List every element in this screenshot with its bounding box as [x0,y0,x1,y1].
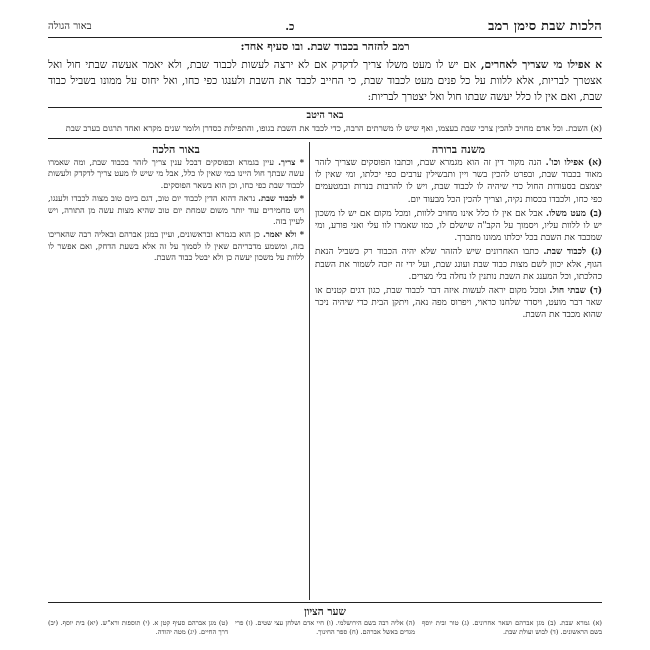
commentary-paragraph [48,193,304,227]
shaar-hatziyun-column: (ה) אליה רבה בשם הירושלמי. (ו) חיי אדם ושלחן עצי שטים. (ז) פרי מגדים באשל אברהם. (ח) ספר החינוך. [235,619,415,636]
commentary-paragraph [315,285,602,322]
biur-halacha-column [48,142,304,600]
beer-hagolah-label: באור הגולה [48,20,92,32]
commentary-paragraph [315,157,602,206]
column-divider [309,142,310,600]
commentary-paragraph [315,246,602,283]
dibur-hamatchil: (ב) מעט משלו. [546,208,602,219]
shaar-hatziyun-column: (ט) מגן אברהם סעיף קטן א. (י) תוספות ורא"ש. (יא) בית יוסף. (יב) דרך החיים. (יג) מטה יהודה. [48,619,228,636]
paragraph-text: כן הוא בגמרא ובראשונים, ועיין במגן אברהם ובאליה רבה שהאריכו בזה, ומשמע מדבריהם שאין לו לסמוך על זה אלא בשעת הדחק, ואם אפשר לו ללוות על משכון יעשה כן ולא יבטל כבוד השבת. [48,229,304,263]
mishnah-berurah-title: משנה ברורה [431,143,486,156]
dibur-hamatchil: (ג) לכבוד שבת. [543,247,602,258]
biur-halacha-body [48,157,304,264]
header-rule [48,37,602,38]
paragraph-text: הנה מקור דין זה הוא מגמרא שבת, וכתבו הפוסקים שצריך לזהר מאוד בכבוד שבת, ובפרט להכין בשר ויין ותבשילין ערבים כפי יכלתו, ומי שאין לו יצמצם בסעודות החול כדי שיהיה לו לכבוד שבת, ויש לו להרבות בנרות ובמטעמים כפי כחו, ולכבדו בכסות נקיה, וצריך להכין הכל מבעוד יום. [315,158,602,205]
beer-heitev-text: (א) השבת. וכל אדם מחויב להכין צרכי שבת בעצמו, ואף שיש לו משרתים הרבה, כדי לכבד את השבת בגופו, והתפילות כסדרן ולומר שנים מקרא ואחד תרגום בערב שבת [65,123,602,133]
page-number: כ. [285,19,295,33]
shulchan-aruch-text [48,57,602,105]
paragraph-text: אבל אם אין לו כלל אינו מחויב ללוות, ומכל מקום אם יש לו משכון יש לו ללוות עליו, ויסמוך על הקב"ה שישלם לו, כמו שאמרו לוו עלי ואני פורע, ומי שמכבד את השבת בכל יכלתו ממונו מתברך. [315,208,602,244]
paragraph-text: כתבו האחרונים שיש להזהר שלא יהיה הכבוד רק בשביל הנאת הגוף, אלא יכוון לשם מצות כבוד שבת ועונג שבת, ועל ידי זה יזכה לשמור את השבת כהלכתו, וכל המענג את השבת נותנין לו נחלה בלי מצרים. [315,247,602,282]
mishnah-berurah-column [315,142,602,600]
paragraph-text: נראה דהוא הדין לכבוד יום טוב, דגם ביום טוב מצוה לכבדו ולענגו, ויש מחמירים עוד יותר משום שמחת יום טוב שהיא מצות עשה מן התורה, ויש לעיין בזה. [48,193,304,227]
dibur-hamatchil: * ולא יאמר. [262,229,304,240]
page-header [48,16,602,36]
seif-lead: אפילו מי שצריך לאחרים, [480,59,591,71]
siman-intro: רמב להזהר בכבוד שבת. ובו סעיף אחד: [240,40,410,53]
dibur-hamatchil: * לכבוד שבת. [258,193,304,204]
shaar-hatziyun-column: (א) גמרא שבת. (ב) מגן אברהם ושאר אחרונים. (ג) טור ובית יוסף בשם הראשונים. (ד) לבוש ועולת שבת. [422,619,602,636]
paragraph-text: עיין בגמרא ובפוסקים דבכל ענין צריך לזהר בכבוד שבת, ומה שאמרו עשה שבתך חול היינו במי שאין לו כלל, אבל מי שיש לו מעט צריך לדקדק ולעשות לכבוד שבת כפי כחו, וכן הוא בשאר הפוסקים. [48,157,304,190]
seif-marker: א [595,59,602,71]
paragraph-text: ומכל מקום יראה לעשות איזה דבר לכבוד שבת, כגון דגים קטנים או שאר דבר מועט, ויסדר שלחנו כראוי, ויפרוס מפה נאה, ויתקן הבית כדי שיהיה ניכר שהוא מכבד את השבת. [315,286,602,321]
biur-halacha-title: באור הלכה [152,143,200,156]
shaar-hatziyun-columns [48,619,602,645]
footer-rule [48,602,602,603]
seif-body: אם יש לו מעט משלו צריך לדקדק אם לא ירצה לעשות לכבוד שבת, ולא יאמר אעשה שבתי חול ואל אצטרך לבריות, אלא ללוות על כל פנים מעט לכבוד שבת, כי החייב לכבד את השבת ולענגו כפי כחו, ואל יחוס על ממונו בשביל כבוד שבת, ואם אין לו כלל יעשה שבתו חול ואל יצטרך לבריות: [48,59,602,103]
shaar-hatziyun-header: שער הציון [304,606,346,618]
dibur-hamatchil: * צריך. [278,157,304,167]
dibur-hamatchil: (ד) שבתי חול. [549,286,602,297]
commentary-paragraph [48,229,304,263]
mishnah-berurah-body [315,157,602,322]
main-rule [48,107,602,108]
shaar-hatziyun-section [48,606,602,646]
commentary-paragraph [48,157,304,191]
beer-heitev-header: באר היטב [306,110,344,121]
running-title: הלכות שבת סימן רמב [488,19,602,34]
commentary-paragraph [315,208,602,245]
beer-heitev-rule [48,138,602,139]
dibur-hamatchil: (א) אפילו וכו'. [545,158,602,168]
